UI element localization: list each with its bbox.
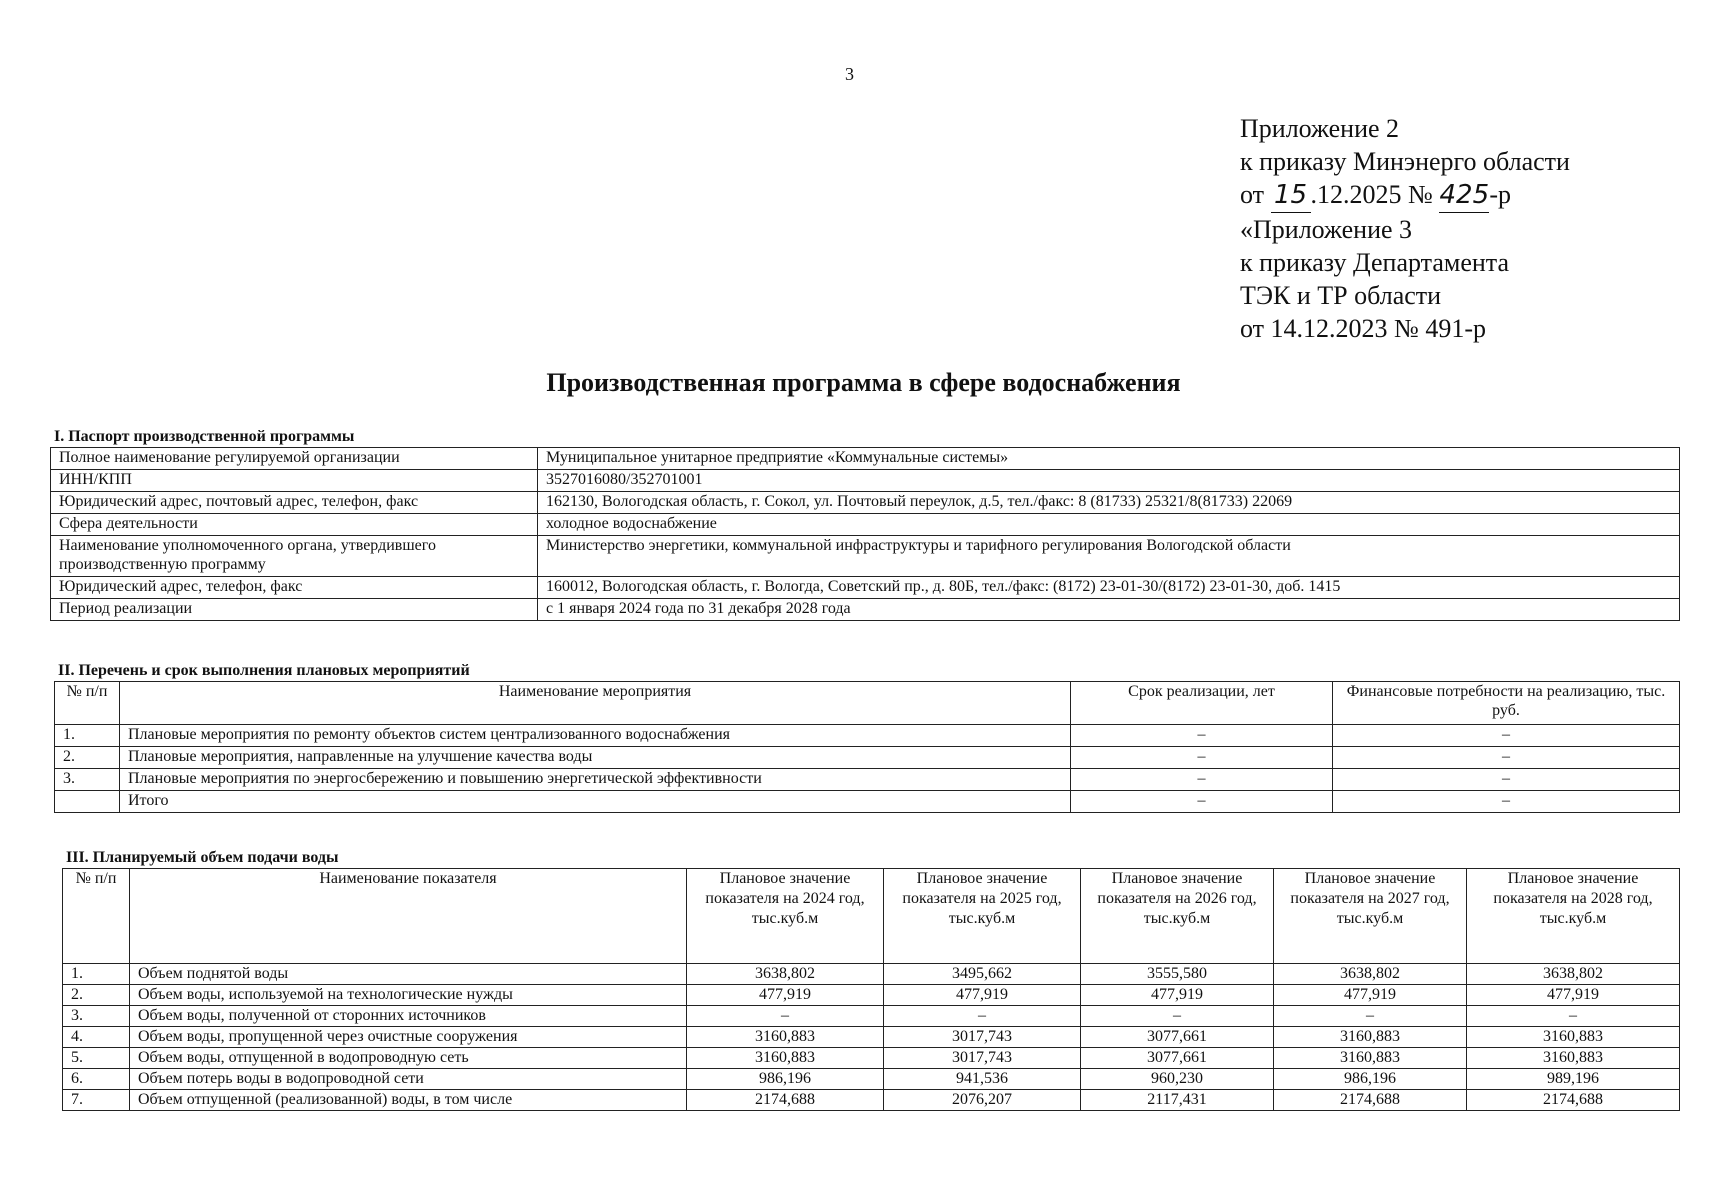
cell-value: – — [1333, 769, 1680, 791]
row-number: 4. — [63, 1027, 130, 1048]
value-2027: 3160,883 — [1274, 1048, 1467, 1069]
row-number: 3. — [55, 769, 120, 791]
table-row — [51, 599, 1680, 621]
value-2025: – — [884, 1006, 1081, 1027]
passport-table — [50, 447, 1680, 621]
value-2027: 986,196 — [1274, 1069, 1467, 1090]
value-2024: 2174,688 — [687, 1090, 884, 1111]
indicator-name: Объем потерь воды в водопроводной сети — [130, 1069, 687, 1090]
table-row — [55, 725, 1680, 747]
value-2028: 2174,688 — [1467, 1090, 1680, 1111]
value-2028: 3160,883 — [1467, 1048, 1680, 1069]
passport-label: ИНН/КПП — [51, 470, 538, 492]
value-2028: – — [1467, 1006, 1680, 1027]
indicator-name: Объем воды, используемой на технологические нужды — [130, 985, 687, 1006]
passport-value: 3527016080/352701001 — [538, 470, 1680, 492]
table-row — [63, 1090, 1680, 1111]
value-2025: 941,536 — [884, 1069, 1081, 1090]
value-2025: 3495,662 — [884, 964, 1081, 985]
table-row — [63, 1027, 1680, 1048]
table-row — [63, 964, 1680, 985]
row-number: 2. — [55, 747, 120, 769]
value-2026: 960,230 — [1081, 1069, 1274, 1090]
activity-name: Плановые мероприятия, направленные на улучшение качества воды — [120, 747, 1071, 769]
table-row — [51, 514, 1680, 536]
passport-label: Юридический адрес, телефон, факс — [51, 577, 538, 599]
value-2027: – — [1274, 1006, 1467, 1027]
cell-value: – — [1333, 725, 1680, 747]
cell-value: – — [1071, 791, 1333, 813]
passport-label: Наименование уполномоченного органа, утвердившего производственную программу — [51, 536, 538, 577]
value-2025: 3017,743 — [884, 1027, 1081, 1048]
indicator-name: Объем поднятой воды — [130, 964, 687, 985]
water-supply-table — [62, 868, 1680, 1111]
row-number: 6. — [63, 1069, 130, 1090]
appendix-line-6: ТЭК и ТР области — [1240, 281, 1442, 310]
passport-label: Период реализации — [51, 599, 538, 621]
value-2027: 3638,802 — [1274, 964, 1467, 985]
value-2026: 3077,661 — [1081, 1048, 1274, 1069]
value-2026: – — [1081, 1006, 1274, 1027]
table-row — [51, 536, 1680, 577]
handwritten-day: 15 — [1271, 179, 1311, 213]
table-row — [55, 747, 1680, 769]
value-2027: 477,919 — [1274, 985, 1467, 1006]
table-header-row — [63, 869, 1680, 964]
row-number: 2. — [63, 985, 130, 1006]
passport-value: холодное водоснабжение — [538, 514, 1680, 536]
header-cell: № п/п — [55, 682, 120, 725]
row-number: 3. — [63, 1006, 130, 1027]
passport-label: Сфера деятельности — [51, 514, 538, 536]
appendix-block — [1240, 112, 1570, 345]
passport-value: 160012, Вологодская область, г. Вологда, Советский пр., д. 80Б, тел./факс: (8172) 23-01-30/(8172) 23-01-30, доб. 1415 — [538, 577, 1680, 599]
table-header-row — [55, 682, 1680, 725]
value-2024: 3160,883 — [687, 1027, 884, 1048]
value-2024: 477,919 — [687, 985, 884, 1006]
value-2028: 989,196 — [1467, 1069, 1680, 1090]
activities-table — [54, 681, 1680, 813]
value-2025: 477,919 — [884, 985, 1081, 1006]
table-row — [55, 769, 1680, 791]
value-2028: 477,919 — [1467, 985, 1680, 1006]
cell-value: – — [1071, 769, 1333, 791]
row-number — [55, 791, 120, 813]
passport-value: Министерство энергетики, коммунальной инфраструктуры и тарифного регулирования Вологодской области — [538, 536, 1680, 577]
appendix-from: от — [1240, 180, 1265, 209]
indicator-name: Объем воды, полученной от сторонних источников — [130, 1006, 687, 1027]
header-cell: № п/п — [63, 869, 130, 964]
table-row — [51, 577, 1680, 599]
value-2026: 3077,661 — [1081, 1027, 1274, 1048]
passport-value: с 1 января 2024 года по 31 декабря 2028 года — [538, 599, 1680, 621]
appendix-suffix: -р — [1489, 180, 1512, 209]
value-2027: 2174,688 — [1274, 1090, 1467, 1111]
value-2025: 3017,743 — [884, 1048, 1081, 1069]
table-row — [63, 1048, 1680, 1069]
activity-name: Плановые мероприятия по энергосбережению и повышению энергетической эффективности — [120, 769, 1071, 791]
header-cell: Плановое значение показателя на 2024 год, тыс.куб.м — [687, 869, 884, 964]
value-2026: 477,919 — [1081, 985, 1274, 1006]
row-number: 5. — [63, 1048, 130, 1069]
table-row — [51, 470, 1680, 492]
appendix-line-7: от 14.12.2023 № 491-р — [1240, 314, 1486, 343]
header-cell: Плановое значение показателя на 2027 год, тыс.куб.м — [1274, 869, 1467, 964]
appendix-line-3 — [1240, 178, 1570, 213]
table-row — [63, 1006, 1680, 1027]
indicator-name: Объем воды, отпущенной в водопроводную сеть — [130, 1048, 687, 1069]
section-2-heading: II. Перечень и срок выполнения плановых мероприятий — [58, 662, 470, 679]
header-cell: Плановое значение показателя на 2028 год, тыс.куб.м — [1467, 869, 1680, 964]
page-number: 3 — [845, 64, 854, 84]
header-cell: Плановое значение показателя на 2026 год, тыс.куб.м — [1081, 869, 1274, 964]
cell-value: – — [1071, 725, 1333, 747]
value-2026: 2117,431 — [1081, 1090, 1274, 1111]
value-2028: 3638,802 — [1467, 964, 1680, 985]
document-title: Производственная программа в сфере водоснабжения — [546, 368, 1181, 397]
indicator-name: Объем воды, пропущенной через очистные сооружения — [130, 1027, 687, 1048]
indicator-name: Объем отпущенной (реализованной) воды, в том числе — [130, 1090, 687, 1111]
value-2024: 986,196 — [687, 1069, 884, 1090]
passport-value: Муниципальное унитарное предприятие «Коммунальные системы» — [538, 448, 1680, 470]
passport-label: Полное наименование регулируемой организации — [51, 448, 538, 470]
appendix-line-2: к приказу Минэнерго области — [1240, 147, 1570, 176]
activity-name: Плановые мероприятия по ремонту объектов систем централизованного водоснабжения — [120, 725, 1071, 747]
value-2024: 3638,802 — [687, 964, 884, 985]
appendix-line-5: к приказу Департамента — [1240, 248, 1510, 277]
header-cell: Срок реализации, лет — [1071, 682, 1333, 725]
value-2025: 2076,207 — [884, 1090, 1081, 1111]
table-row — [55, 791, 1680, 813]
value-2027: 3160,883 — [1274, 1027, 1467, 1048]
activity-name: Итого — [120, 791, 1071, 813]
table-row — [51, 492, 1680, 514]
cell-value: – — [1071, 747, 1333, 769]
passport-value: 162130, Вологодская область, г. Сокол, ул. Почтовый переулок, д.5, тел./факс: 8 (81733) 25321/8(81733) 22069 — [538, 492, 1680, 514]
header-cell: Наименование показателя — [130, 869, 687, 964]
header-cell: Плановое значение показателя на 2025 год, тыс.куб.м — [884, 869, 1081, 964]
appendix-date-rest: .12.2025 № — [1310, 180, 1433, 209]
section-3-heading: III. Планируемый объем подачи воды — [66, 849, 339, 866]
table-row — [63, 985, 1680, 1006]
appendix-line-4: «Приложение 3 — [1240, 215, 1413, 244]
value-2026: 3555,580 — [1081, 964, 1274, 985]
value-2028: 3160,883 — [1467, 1027, 1680, 1048]
handwritten-number: 425 — [1439, 179, 1489, 213]
passport-label: Юридический адрес, почтовый адрес, телефон, факс — [51, 492, 538, 514]
cell-value: – — [1333, 791, 1680, 813]
row-number: 1. — [55, 725, 120, 747]
header-cell: Финансовые потребности на реализацию, тыс. руб. — [1333, 682, 1680, 725]
header-cell: Наименование мероприятия — [120, 682, 1071, 725]
appendix-line-1: Приложение 2 — [1240, 114, 1400, 143]
table-row — [63, 1069, 1680, 1090]
value-2024: 3160,883 — [687, 1048, 884, 1069]
value-2024: – — [687, 1006, 884, 1027]
row-number: 7. — [63, 1090, 130, 1111]
row-number: 1. — [63, 964, 130, 985]
cell-value: – — [1333, 747, 1680, 769]
section-1-heading: I. Паспорт производственной программы — [54, 428, 355, 445]
table-row — [51, 448, 1680, 470]
